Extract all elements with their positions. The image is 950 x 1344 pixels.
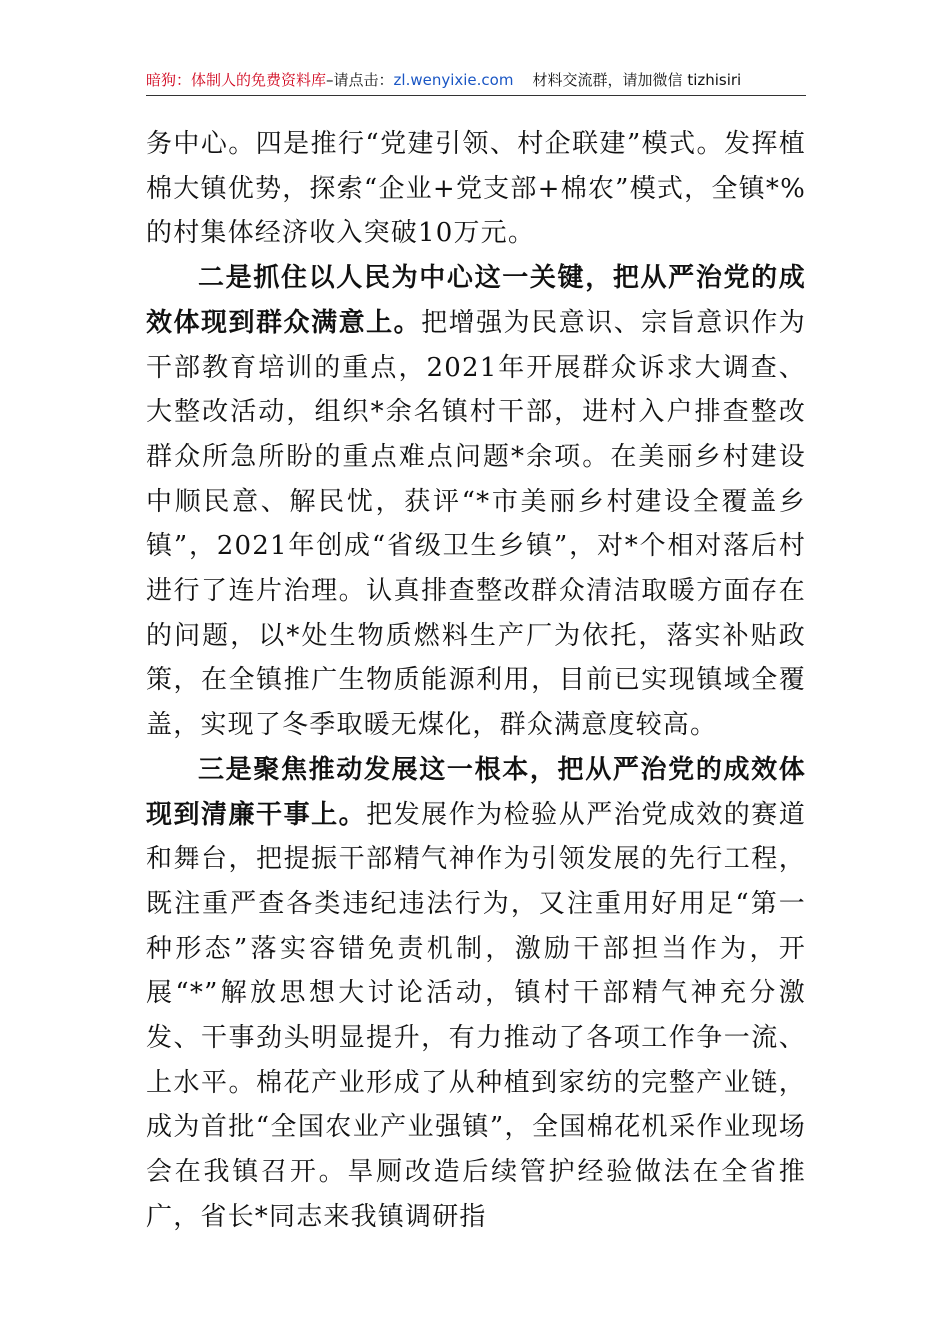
paragraph-continued [146, 122, 806, 256]
document-body [146, 122, 806, 1240]
paragraph-text: 把发展作为检验从严治党成效的赛道和舞台，把提振干部精气神作为引领发展的先行工程，既注重严查各类违纪违法行为，又注重用好用足“第一种形态”落实容错免责机制，激励干部担当作为，开展“*”解放思想大讨论活动，镇村干部精气神充分激发、干事劲头明显提升，有力推动了各项工作争一流、上水平。棉花产业形成了从种植到家纺的完整产业链，成为首批“全国农业产业强镇”，全国棉花机采作业现场会在我镇召开。旱厕改造后续管护经验做法在全省推广，省长*同志来我镇调研指 [146, 799, 806, 1232]
paragraph-text: 务中心。四是推行“党建引领、村企联建”模式。发挥植棉大镇优势，探索“企业+党支部+棉农”模式，全镇*%的村集体经济收入突破10万元。 [146, 129, 806, 249]
paragraph-point-two [146, 256, 806, 748]
page-header [146, 68, 806, 96]
header-link[interactable]: zl.wenyixie.com [393, 71, 514, 89]
paragraph-text: 把增强为民意识、宗旨意识作为干部教育培训的重点，2021年开展群众诉求大调查、大整改活动，组织*余名镇村干部，进村入户排查整改群众所急所盼的重点难点问题*余项。在美丽乡村建设中顺民意、解民忧，获评“*市美丽乡村建设全覆盖乡镇”，2021年创成“省级卫生乡镇”，对*个相对落后村进行了连片治理。认真排查整改群众清洁取暖方面存在的问题，以*处生物质燃料生产厂为依托，落实补贴政策，在全镇推广生物质能源利用，目前已实现镇域全覆盖，实现了冬季取暖无煤化，群众满意度较高。 [146, 307, 806, 741]
header-divider [146, 95, 806, 96]
header-prompt: –请点击： [326, 71, 394, 89]
header-brand: 暗狗：体制人的免费资料库 [146, 71, 327, 89]
header-wechat-note: 材料交流群，请加微信 tizhisiri [532, 71, 742, 89]
paragraph-heading: 三是聚焦推动发展这一根本，把从严治党的成效体现到清廉干事上。 [146, 754, 806, 830]
paragraph-heading: 二是抓住以人民为中心这一关键，把从严治党的成效体现到群众满意上。 [146, 263, 806, 338]
paragraph-point-three [146, 748, 806, 1240]
